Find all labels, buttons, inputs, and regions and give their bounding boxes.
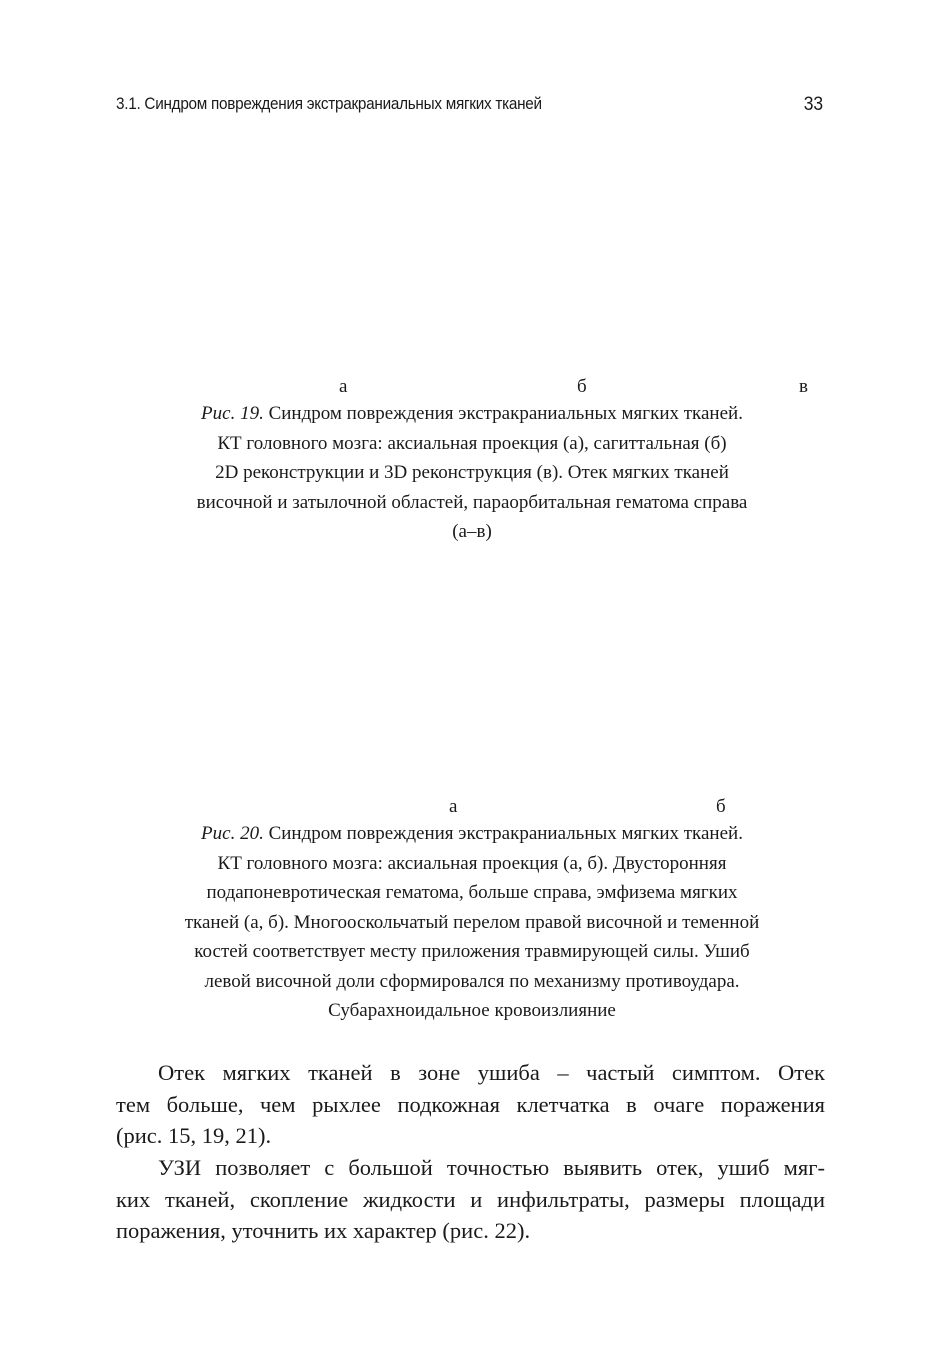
caption-line: Субарахноидальное кровоизлияние xyxy=(328,1000,616,1021)
figure-20-label-a: а xyxy=(449,796,458,817)
caption-text: Синдром повреждения экстракраниальных мягких тканей. xyxy=(268,403,743,424)
body-paragraph-2 xyxy=(116,1152,825,1247)
caption-line: тканей (а, б). Многооскольчатый перелом правой височной и теменной xyxy=(184,911,760,933)
figure-19-caption xyxy=(112,399,832,547)
caption-text: Синдром повреждения экстракраниальных мягких тканей. xyxy=(268,823,743,844)
page-number: 33 xyxy=(803,94,823,115)
body-paragraph-1 xyxy=(116,1057,825,1152)
running-head: 3.1. Синдром повреждения экстракраниальных мягких тканей xyxy=(116,94,542,113)
caption-line xyxy=(112,819,832,849)
caption-line xyxy=(112,399,832,429)
figure-19-ref: Рис. 19. xyxy=(201,403,264,424)
caption-line: костей соответствует месту приложения травмирующей силы. Ушиб xyxy=(194,941,750,962)
caption-line: КТ головного мозга: аксиальная проекция (а, б). Двусторонняя xyxy=(217,852,727,874)
figure-19-label-a: а xyxy=(339,376,348,397)
body-line: тем больше, чем рыхлее подкожная клетчатка в очаге поражения xyxy=(116,1091,825,1117)
caption-line: 2D реконструкции и 3D реконструкция (в). Отек мягких тканей xyxy=(215,462,729,483)
figure-20-ref: Рис. 20. xyxy=(201,823,264,844)
caption-line: подапоневротическая гематома, больше справа, эмфизема мягких xyxy=(206,882,738,903)
caption-line: височной и затылочной областей, параорбитальная гематома справа xyxy=(196,491,748,513)
body-line: (рис. 15, 19, 21). xyxy=(116,1123,272,1148)
body-line: Отек мягких тканей в зоне ушиба – частый симптом. Отек xyxy=(158,1060,825,1085)
body-line: поражения, уточнить их характер (рис. 22). xyxy=(116,1218,531,1243)
caption-line: левой височной доли сформировался по механизму противоудара. xyxy=(204,970,740,992)
caption-line: (а–в) xyxy=(452,521,492,542)
figure-20-caption xyxy=(112,819,832,1026)
figure-19-label-c: в xyxy=(799,376,808,397)
caption-line: КТ головного мозга: аксиальная проекция (а), сагиттальная (б) xyxy=(217,432,727,454)
body-line: ких тканей, скопление жидкости и инфильтраты, размеры площади xyxy=(116,1186,825,1212)
body-line: УЗИ позволяет с большой точностью выявить отек, ушиб мяг- xyxy=(158,1155,825,1180)
figure-20-label-b: б xyxy=(716,796,726,817)
figure-19-label-b: б xyxy=(577,376,587,397)
